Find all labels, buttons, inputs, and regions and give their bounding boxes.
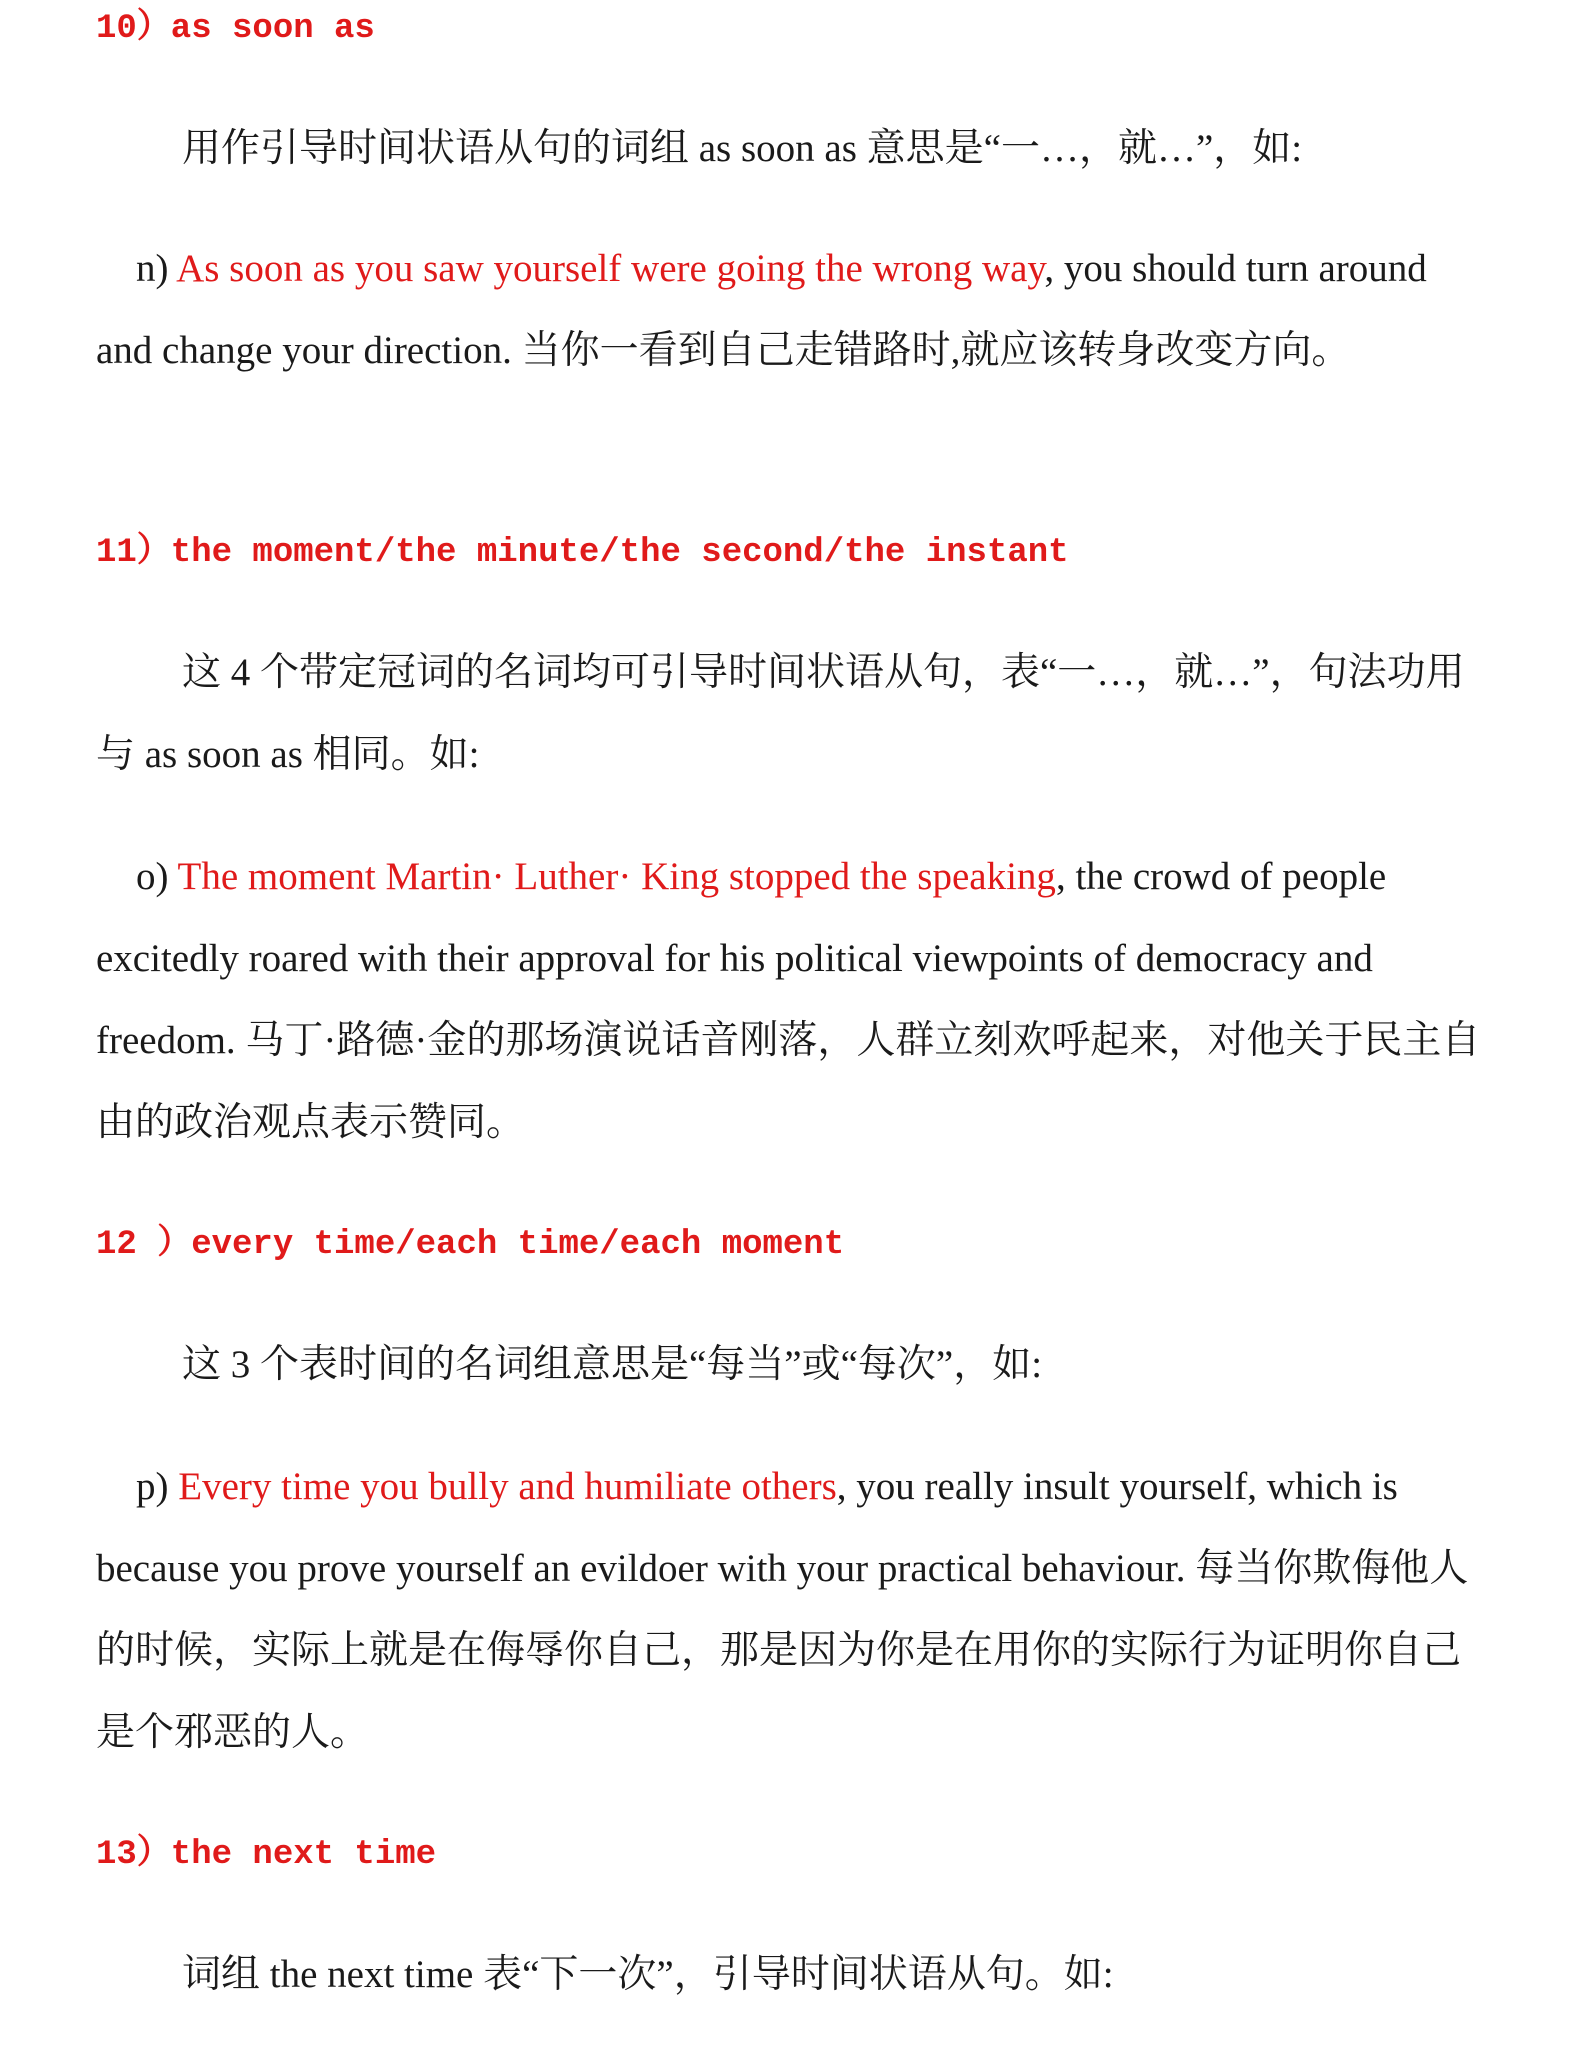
example-rest: , you really insult yourself, which is because you prove yourself an evildoer with your practical behaviour. 每当你欺侮他人的时候，实际上就是在侮辱你自己，那是因为你是在用你的实际行为证明你自己是个邪恶的人。 bbox=[96, 1465, 1469, 1754]
example-label: p) bbox=[136, 1465, 179, 1508]
example-rest: , the crowd of people excitedly roared with their approval for his political viewpoints of democracy and freedom. 马丁·路德·金的那场演说话音刚落，人群立刻欢呼起来，对他关于民主自由的政治观点表示赞同。 bbox=[96, 855, 1481, 1144]
section-intro-10: 用作引导时间状语从句的词组 as soon as 意思是“一…，就…”，如: bbox=[182, 127, 1303, 170]
example-n bbox=[96, 228, 1491, 392]
example-highlight: Every time you bully and humiliate others bbox=[178, 1465, 837, 1508]
section-heading-12: 12 ）every time/each time/each moment bbox=[96, 1226, 845, 1264]
section-heading-10: 10）as soon as bbox=[96, 10, 375, 48]
section-intro-11: 这 4 个带定冠词的名词均可引导时间状语从句，表“一…，就…”，句法功用与 as soon as 相同。如: bbox=[96, 651, 1465, 776]
example-label: n) bbox=[136, 247, 177, 290]
example-rest: , you should turn around and change your direction. 当你一看到自己走错路时,就应该转身改变方向。 bbox=[96, 247, 1427, 372]
section-intro-13: 词组 the next time 表“下一次”，引导时间状语从句。如: bbox=[182, 1953, 1114, 1996]
section-heading-13: 13）the next time bbox=[96, 1836, 437, 1874]
example-o bbox=[96, 836, 1491, 1164]
section-intro-12: 这 3 个表时间的名词组意思是“每当”或“每次”，如: bbox=[182, 1343, 1043, 1386]
example-highlight: As soon as you saw yourself were going the wrong way bbox=[176, 247, 1045, 290]
example-highlight: The moment Martin· Luther· King stopped the speaking bbox=[177, 855, 1056, 898]
example-label: o) bbox=[136, 855, 178, 898]
example-p bbox=[96, 1446, 1491, 1774]
section-heading-11: 11）the moment/the minute/the second/the instant bbox=[96, 534, 1069, 572]
